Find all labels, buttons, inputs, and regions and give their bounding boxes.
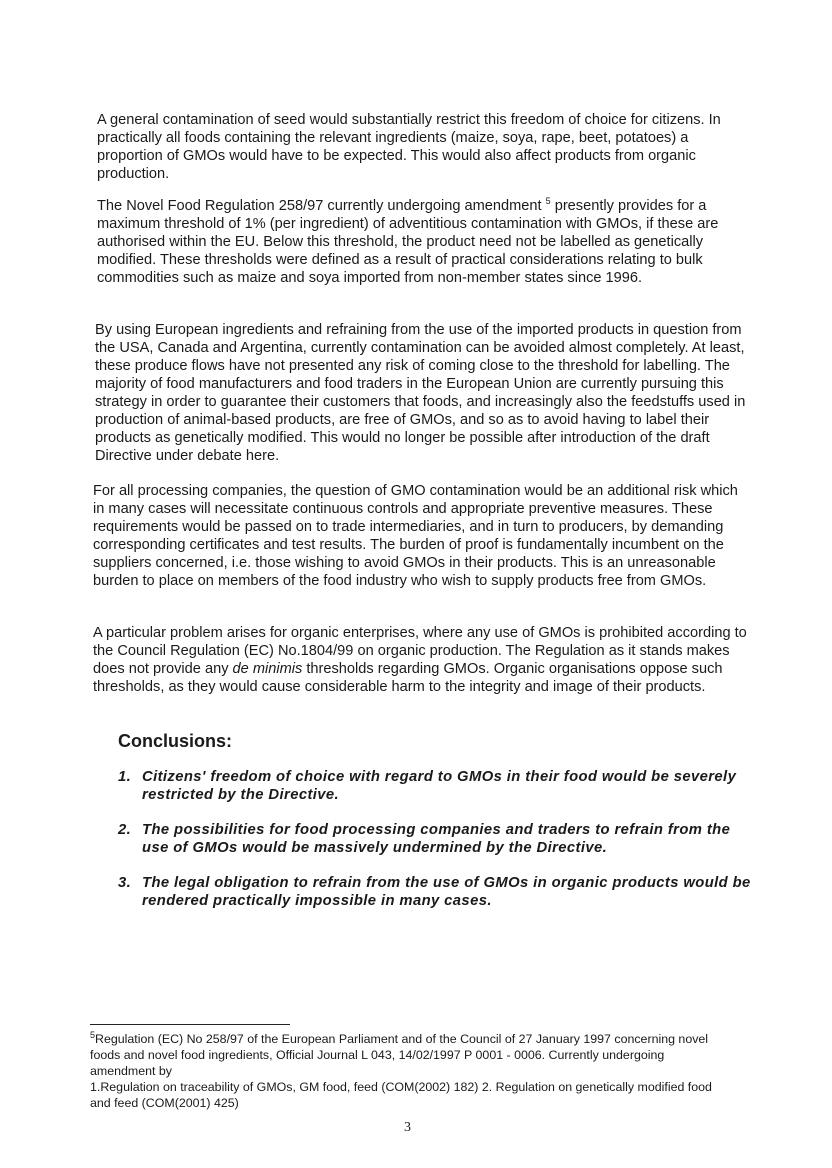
- footnote-text: Regulation (EC) No 258/97 of the European Parliament and of the Council of 27 January 1997 concerning novel foods and novel food ingredients, Official Journal L 043, 14/02/1997 P 0001 - 0006. Currently undergoing amendment by: [90, 1032, 709, 1078]
- paragraph-processing-companies: [93, 482, 753, 590]
- conclusions-list: [118, 768, 758, 927]
- paragraph-novel-food-regulation: [97, 197, 757, 287]
- paragraph-european-ingredients: [95, 321, 755, 465]
- conclusion-text: The legal obligation to refrain from the use of GMOs in organic products would be rendered practically impossible in many cases.: [142, 875, 751, 909]
- conclusion-item: [118, 768, 758, 804]
- conclusion-text: Citizens' freedom of choice with regard to GMOs in their food would be severely restricted by the Directive.: [142, 769, 737, 803]
- conclusion-text: The possibilities for food processing companies and traders to refrain from the use of GMOs would be massively undermined by the Directive.: [142, 822, 731, 856]
- footnote: [90, 1031, 730, 1111]
- paragraph-text: For all processing companies, the question of GMO contamination would be an additional risk which in many cases will necessitate continuous controls and appropriate preventive measures. These requirements would be passed on to trade intermediaries, and in turn to producers, by demanding corresponding certificates and test results. The burden of proof is fundamentally incumbent on the suppliers concerned, i.e. those wishing to avoid GMOs in their products. This is an unreasonable burden to place on members of the food industry who wish to supply products free from GMOs.: [93, 483, 738, 589]
- footnote-reference: 5: [545, 196, 551, 207]
- paragraph-text: A particular problem arises for organic enterprises, where any use of GMOs is prohibited according to the Council Regulation (EC) No.1804/99 on organic production. The Regulation as it stands makes does not provide any: [93, 625, 747, 677]
- paragraph-freedom-of-choice: [97, 111, 757, 183]
- paragraph-text: presently provides for a maximum threshold of 1% (per ingredient) of adventitious contamination with GMOs, if these are authorised within the EU. Below this threshold, the product need not be labelled as genetically modified. These thresholds were defined as a result of practical considerations relating to bulk commodities such as maize and soya imported from non-member states since 1996.: [97, 198, 719, 286]
- page-number: 3: [404, 1120, 411, 1135]
- conclusions-heading: Conclusions:: [118, 731, 233, 751]
- footnote-marker: 5: [90, 1029, 96, 1040]
- conclusion-number: 1.: [118, 769, 132, 785]
- paragraph-text: By using European ingredients and refraining from the use of the imported products in question from the USA, Canada and Argentina, currently contamination can be avoided almost completely. At least, these produce flows have not presented any risk of coming close to the threshold for labelling. The majority of food manufacturers and food traders in the European Union are currently pursuing this strategy in order to guarantee their customers that foods, and increasingly also the feedstuffs used in production of animal-based products, are free of GMOs, and so as to avoid having to label their products as genetically modified. This would no longer be possible after introduction of the draft Directive under debate here.: [95, 322, 746, 464]
- paragraph-text: A general contamination of seed would substantially restrict this freedom of choice for citizens. In practically all foods containing the relevant ingredients (maize, soya, rape, beet, potatoes) a proportion of GMOs would have to be expected. This would also affect products from organic production.: [97, 112, 721, 182]
- conclusion-item: [118, 874, 758, 910]
- conclusion-number: 2.: [118, 822, 132, 838]
- footnote-divider: [90, 1024, 290, 1025]
- conclusion-number: 3.: [118, 875, 132, 891]
- paragraph-organic-enterprises: [93, 624, 753, 696]
- conclusion-item: [118, 821, 758, 857]
- paragraph-text: thresholds regarding GMOs. Organic organisations oppose such thresholds, as they would cause considerable harm to the integrity and image of their products.: [93, 661, 723, 695]
- footnote-text-continued: 1.Regulation on traceability of GMOs, GM food, feed (COM(2002) 182) 2. Regulation on genetically modified food and feed (COM(2001) 425): [90, 1080, 712, 1110]
- paragraph-italic-term: de minimis: [232, 661, 303, 677]
- paragraph-text: The Novel Food Regulation 258/97 currently undergoing amendment: [97, 198, 546, 214]
